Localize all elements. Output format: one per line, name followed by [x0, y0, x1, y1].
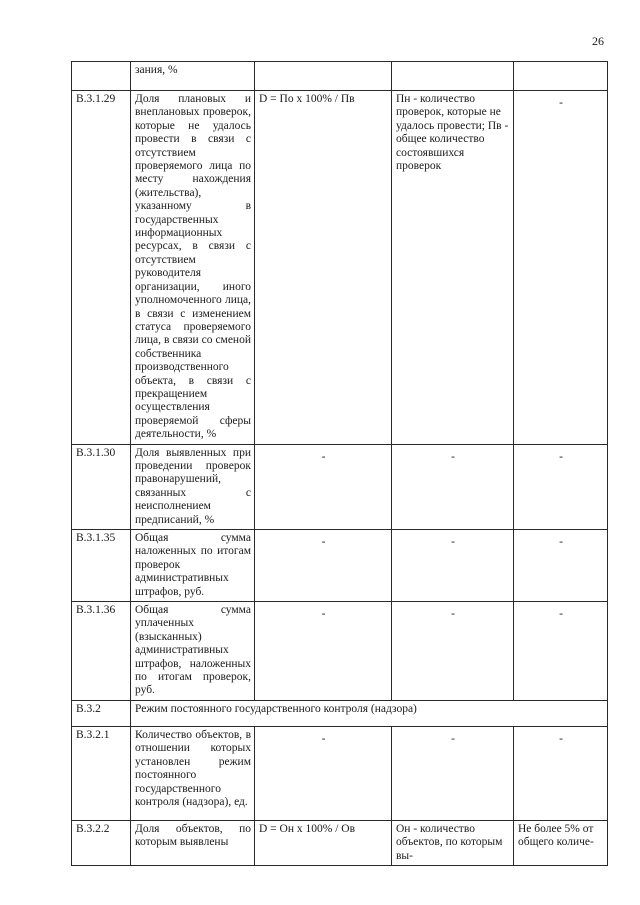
dash-mark: - — [451, 608, 455, 621]
table-row — [72, 530, 608, 602]
row-description: Общая сумма наложенных по итогам проверок административных штрафов, руб. — [131, 530, 255, 602]
row-legend: Пн - количество проверок, которые не удалось провести; Пв - общее количество состоявшихся проверок — [392, 91, 514, 445]
dash-mark: - — [321, 536, 326, 548]
dash-mark: - — [321, 450, 326, 463]
section-title: Режим постоянного государственного контроля (надзора) — [131, 700, 608, 726]
table-row — [72, 602, 608, 701]
row-formula — [255, 530, 392, 602]
row-formula — [255, 444, 392, 529]
table-row — [72, 726, 608, 820]
row-legend — [392, 726, 514, 820]
row-limit — [514, 530, 608, 602]
row-description: Доля выявленных при проведении проверок правонарушений, связанных с неисполнением предписаний, % — [131, 444, 255, 529]
row-description: Общая сумма уплаченных (взысканных) административных штрафов, наложенных по итогам проверок, руб. — [131, 602, 255, 701]
dash-mark: - — [451, 450, 455, 463]
row-formula — [255, 62, 392, 91]
row-legend — [392, 530, 514, 602]
row-legend — [392, 602, 514, 701]
row-code: В.3.1.29 — [72, 91, 131, 445]
dash-mark: - — [321, 608, 326, 621]
row-code: В.3.1.30 — [72, 444, 131, 529]
table-row — [72, 444, 608, 529]
row-code: В.3.2.2 — [72, 820, 131, 865]
row-code: В.3.1.35 — [72, 530, 131, 602]
dash-mark: - — [559, 536, 563, 548]
dash-mark: - — [559, 732, 563, 745]
dash-mark: - — [559, 608, 563, 621]
row-description: зания, % — [131, 62, 255, 91]
dash-mark: - — [451, 536, 455, 548]
row-code: В.3.1.36 — [72, 602, 131, 701]
row-limit — [514, 62, 608, 91]
page-number: 26 — [592, 34, 604, 48]
row-limit — [514, 602, 608, 701]
row-description: Доля плановых и внеплановых проверок, которые не удалось провести в связи с отсутствием проверяемого лица по месту нахождения (жительства), указанному в государственных информационных ресурсах, в связи с отсутствием руководителя организации, иного уполномоченного лица, в связи с изменением статуса проверяемого лица, в связи со сменой собственника производственного объекта, в связи с прекращением осуществления проверяемой сферы деятельности, % — [131, 91, 255, 445]
table-row — [72, 820, 608, 865]
row-code — [72, 62, 131, 91]
indicators-table — [71, 61, 608, 866]
row-description: Количество объектов, в отношении которых установлен режим постоянного государственного контроля (надзора), ед. — [131, 726, 255, 820]
dash-mark: - — [451, 732, 455, 745]
row-limit — [514, 726, 608, 820]
row-code: В.3.2.1 — [72, 726, 131, 820]
row-description: Доля объектов, по которым выявлены — [131, 820, 255, 865]
table-row — [72, 91, 608, 445]
row-formula: D = По х 100% / Пв — [255, 91, 392, 445]
dash-mark: - — [559, 450, 563, 463]
row-formula — [255, 726, 392, 820]
section-row — [72, 700, 608, 726]
section-code: В.3.2 — [72, 700, 131, 726]
row-legend — [392, 62, 514, 91]
dash-mark: - — [321, 732, 326, 745]
row-formula: D = Он х 100% / Ов — [255, 820, 392, 865]
table-row — [72, 62, 608, 91]
row-limit — [514, 91, 608, 445]
row-formula — [255, 602, 392, 701]
row-limit: Не более 5% от общего количе- — [514, 820, 608, 865]
row-legend — [392, 444, 514, 529]
dash-mark: - — [559, 97, 563, 109]
row-limit — [514, 444, 608, 529]
row-legend: Он - количество объектов, по которым вы- — [392, 820, 514, 865]
